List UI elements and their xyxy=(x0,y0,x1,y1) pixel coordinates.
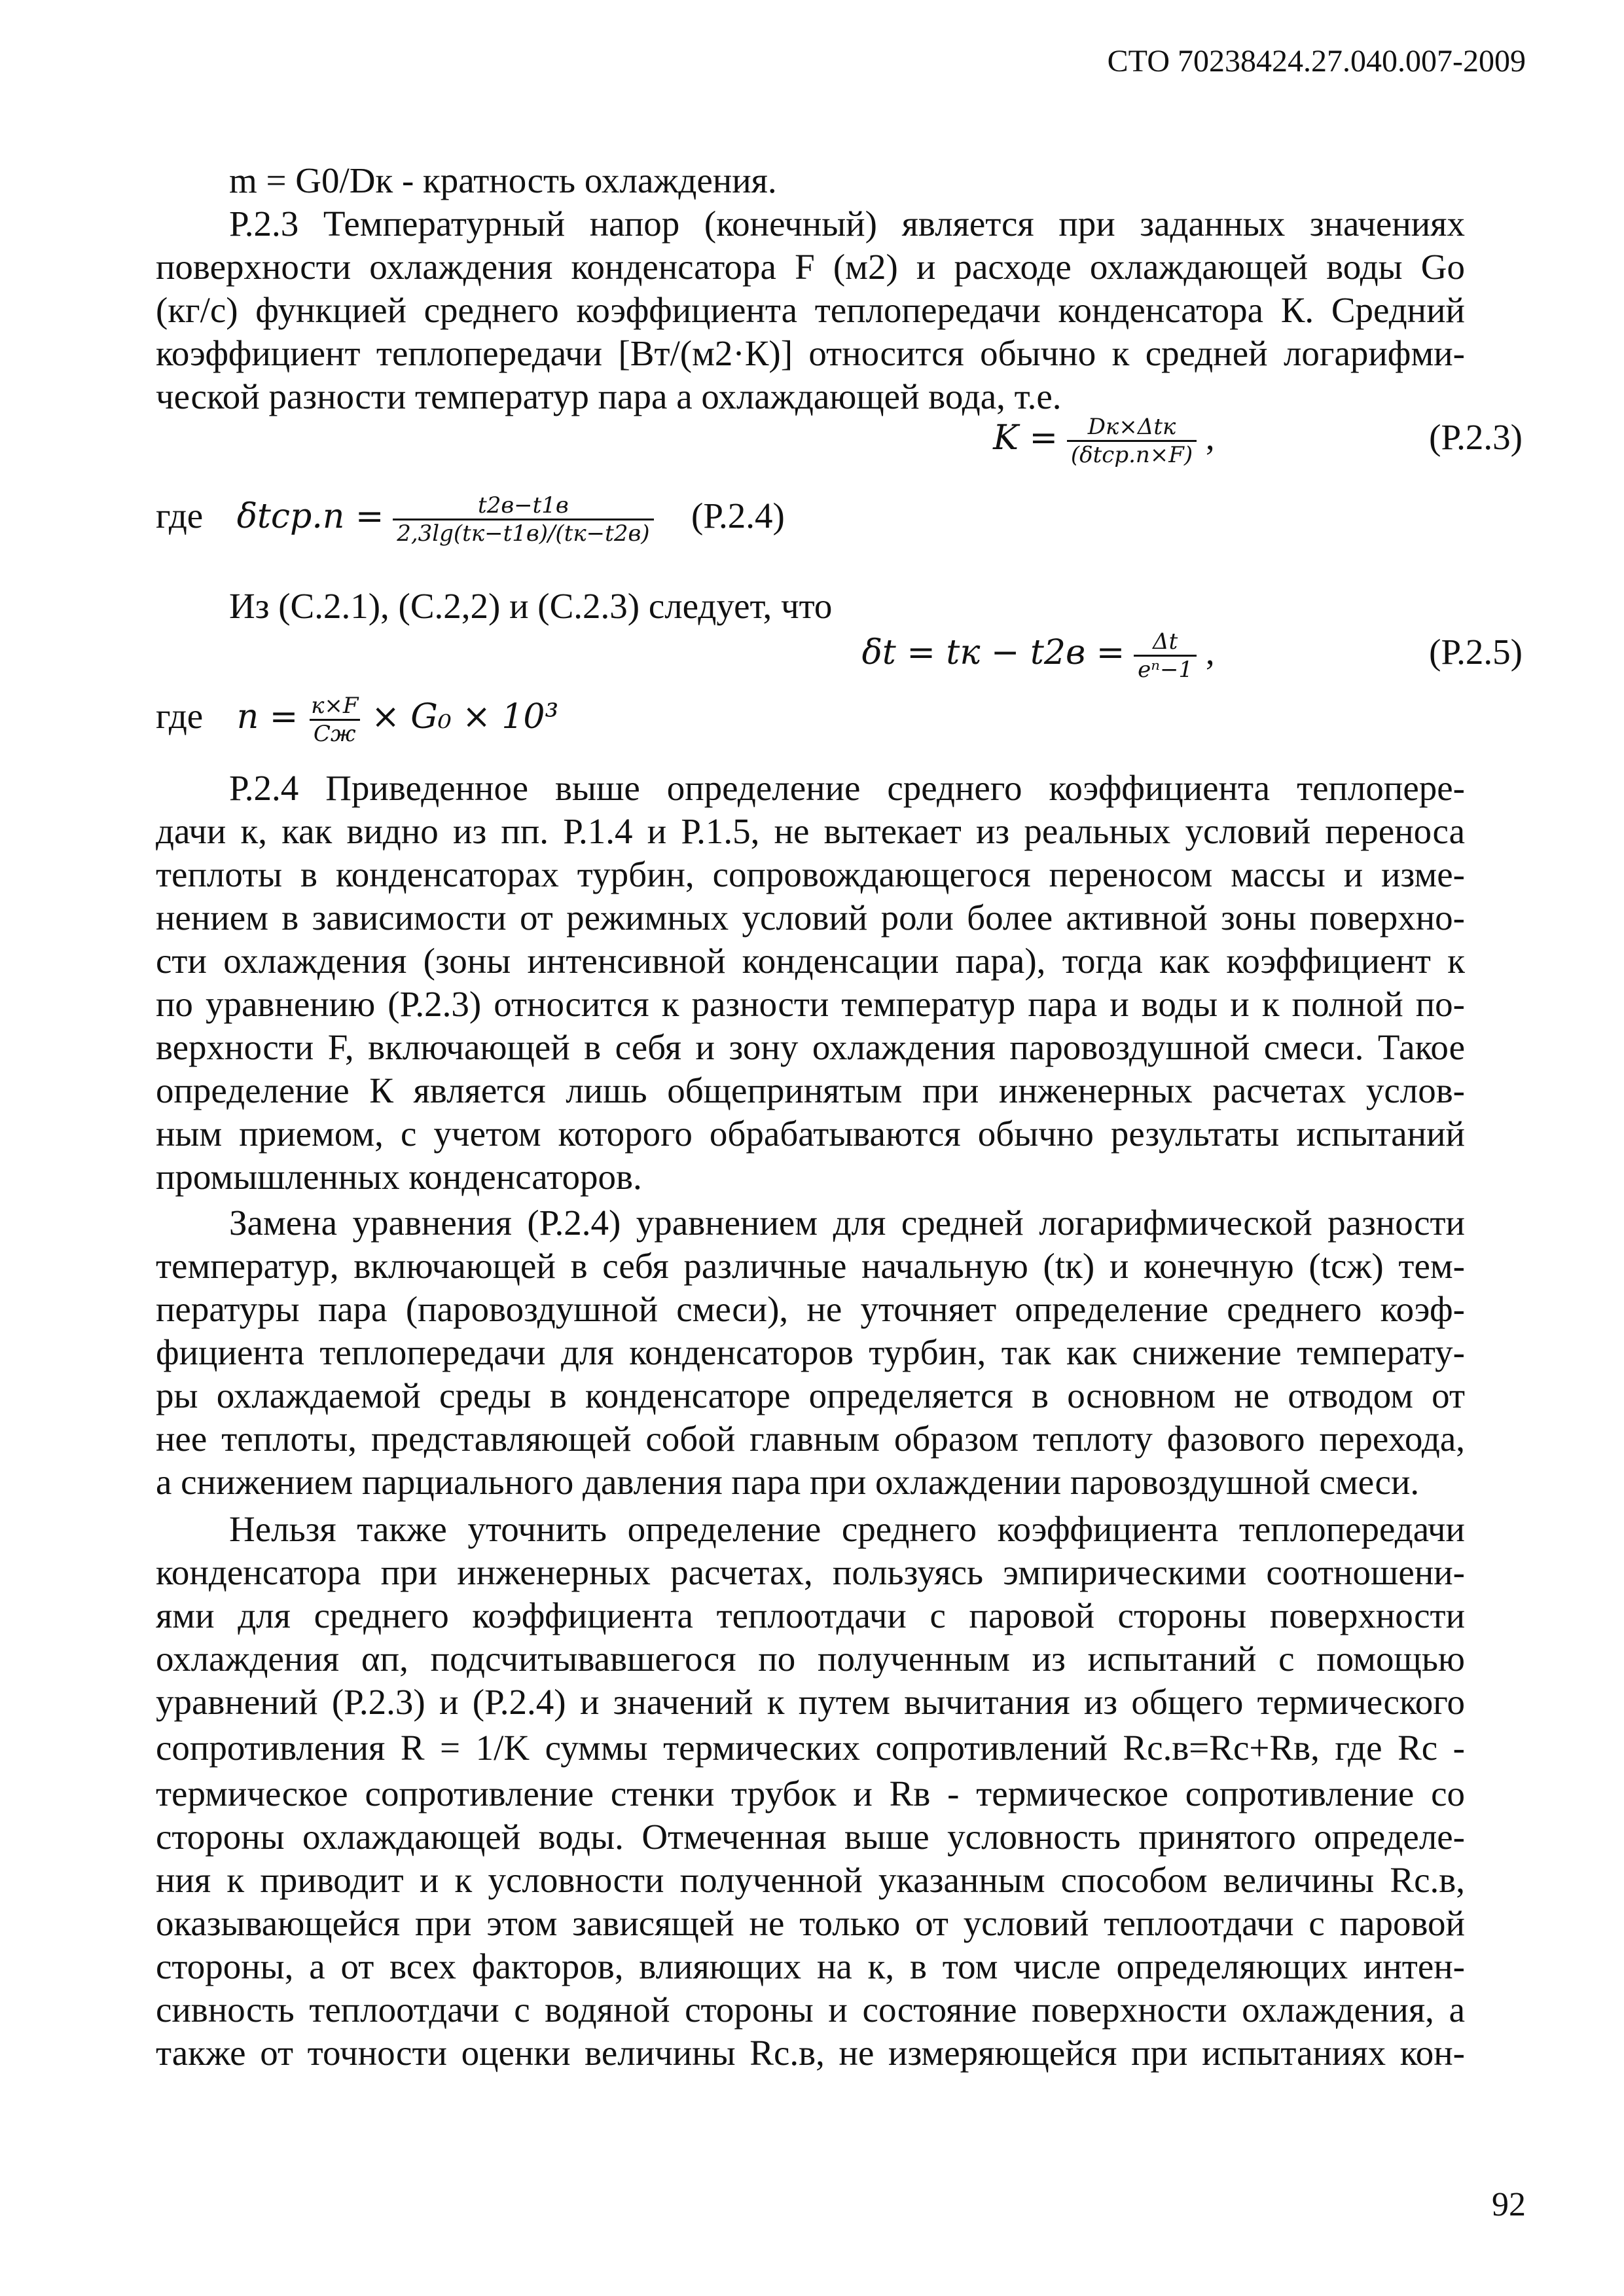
page-number: 92 xyxy=(1492,2186,1526,2223)
text-line: охлаждения αп, подсчитывавшегося по полученным из испытаний с помощью xyxy=(156,1639,1465,1679)
text-line: также от точности оценки величины Rс.в, не измеряющейся при испытаниях кон- xyxy=(156,2033,1465,2073)
text-line: дачи к, как видно из пп. Р.1.4 и Р.1.5, не вытекает из реальных условий переноса xyxy=(156,811,1465,851)
formula-denominator: Cж xyxy=(310,719,360,747)
text-line: температур, включающей в себя различные начальную (tк) и конечную (tсж) тем- xyxy=(156,1246,1465,1286)
text-line: Нельзя также уточнить определение среднего коэффициента теплопередачи xyxy=(229,1509,1465,1549)
formula-p25 xyxy=(862,629,1523,683)
formula-fraction xyxy=(1067,414,1197,468)
formula-tail: , xyxy=(1205,632,1215,672)
text-line: верхности F, включающей в себя и зону охлаждения паровоздушной смеси. Такое xyxy=(156,1027,1465,1067)
text-line: ры охлаждаемой среды в конденсаторе определяется в основном не отводом от xyxy=(156,1376,1465,1415)
formula-label: (Р.2.5) xyxy=(1429,632,1523,672)
text-line: ным приемом, с учетом которого обрабатываются обычно результаты испытаний xyxy=(156,1114,1465,1154)
formula-label: (Р.2.3) xyxy=(1429,417,1523,458)
formula-fraction xyxy=(1134,629,1197,683)
text-line: стороны, а от всех факторов, влияющих на к, в том числе определяющих интен- xyxy=(156,1946,1465,1986)
formula-prefix: где xyxy=(156,496,204,536)
text-line: сивность теплоотдачи с водяной стороны и состояние поверхности охлаждения, а xyxy=(156,1990,1465,2030)
formula-numerator: Δt xyxy=(1153,629,1178,655)
text-line: Замена уравнения (Р.2.4) уравнением для средней логарифмической разности xyxy=(229,1203,1465,1243)
text-line: уравнений (Р.2.3) и (Р.2.4) и значений к путем вычитания из общего термического xyxy=(156,1682,1465,1722)
text-line: промышленных конденсаторов. xyxy=(156,1157,642,1197)
formula-denominator: eⁿ−1 xyxy=(1134,655,1197,683)
formula-label: (Р.2.4) xyxy=(691,496,785,536)
text-line: ния к приводит и к условности полученной указанным способом величины Rс.в, xyxy=(156,1860,1465,1900)
text-line: m = G0/Dк - кратность охлаждения. xyxy=(229,160,777,200)
formula-n xyxy=(156,693,558,747)
formula-denominator: (δtср.п×F) xyxy=(1067,440,1197,468)
formula-tail: , xyxy=(1205,417,1215,458)
text-line: теплоты в конденсаторах турбин, сопровождающегося переносом массы и изме- xyxy=(156,854,1465,894)
text-line: Из (С.2.1), (С.2,2) и (С.2.3) следует, что xyxy=(229,586,833,626)
formula-p24 xyxy=(156,492,785,547)
formula-lhs: δtср.п = xyxy=(236,497,384,537)
text-line: по уравнению (Р.2.3) относится к разности температур пара и воды и к полной по- xyxy=(156,984,1465,1024)
text-line: Р.2.3 Температурный напор (конечный) является при заданных значениях xyxy=(229,204,1465,244)
text-line: а снижением парциального давления пара при охлаждении паровоздушной смеси. xyxy=(156,1462,1420,1502)
text-line: ческой разности температур пара а охлаждающей вода, т.е. xyxy=(156,376,1062,416)
formula-lhs: n = xyxy=(236,697,298,737)
text-line: стороны охлаждающей воды. Отмеченная выше условность принятого определе- xyxy=(156,1817,1465,1857)
formula-numerator: Dк×Δtк xyxy=(1087,414,1176,440)
text-line: нением в зависимости от режимных условий роли более активной зоны поверхно- xyxy=(156,898,1465,938)
text-line: ями для среднего коэффициента теплоотдачи с паровой стороны поверхности xyxy=(156,1595,1465,1635)
formula-denominator: 2,3lg(tк−t1в)/(tк−t2в) xyxy=(393,519,653,547)
formula-fraction xyxy=(307,693,362,747)
document-code-header: СТО 70238424.27.040.007-2009 xyxy=(1107,44,1526,79)
text-line: сопротивления R = 1/K суммы термических сопротивлений Rс.в=Rс+Rв, где Rс - xyxy=(156,1728,1465,1768)
text-line: поверхности охлаждения конденсатора F (м2) и расходе охлаждающей воды Gо xyxy=(156,247,1465,287)
formula-lhs: K = xyxy=(993,418,1058,458)
text-line: коэффициент теплопередачи [Вт/(м2·К)] относится обычно к средней логарифми- xyxy=(156,333,1465,373)
text-line: пературы пара (паровоздушной смеси), не уточняет определение среднего коэф- xyxy=(156,1289,1465,1329)
text-line: (кг/с) функцией среднего коэффициента теплопередачи конденсатора К. Средний xyxy=(156,290,1465,330)
text-line: Р.2.4 Приведенное выше определение среднего коэффициента теплопере- xyxy=(229,768,1465,808)
text-line: конденсатора при инженерных расчетах, пользуясь эмпирическими соотношени- xyxy=(156,1552,1465,1592)
formula-lhs: δt = tк − t2в = xyxy=(861,633,1125,673)
formula-numerator: к×F xyxy=(311,693,359,719)
text-line: оказывающейся при этом зависящей не только от условий теплоотдачи с паровой xyxy=(156,1903,1465,1943)
text-line: определение К является лишь общепринятым при инженерных расчетах услов- xyxy=(156,1070,1465,1110)
formula-prefix: где xyxy=(156,696,204,737)
text-line: термическое сопротивление стенки трубок и Rв - термическое сопротивление со xyxy=(156,1774,1465,1813)
text-line: сти охлаждения (зоны интенсивной конденсации пара), тогда как коэффициент к xyxy=(156,941,1465,981)
formula-p23 xyxy=(993,414,1523,468)
text-line: фициента теплопередачи для конденсаторов турбин, так как снижение температу- xyxy=(156,1332,1465,1372)
formula-numerator: t2в−t1в xyxy=(478,492,569,519)
formula-tail: × G₀ × 10³ xyxy=(371,697,559,737)
formula-fraction xyxy=(393,492,653,547)
text-line: нее теплоты, представляющей собой главным образом теплоту фазового перехода, xyxy=(156,1419,1465,1459)
